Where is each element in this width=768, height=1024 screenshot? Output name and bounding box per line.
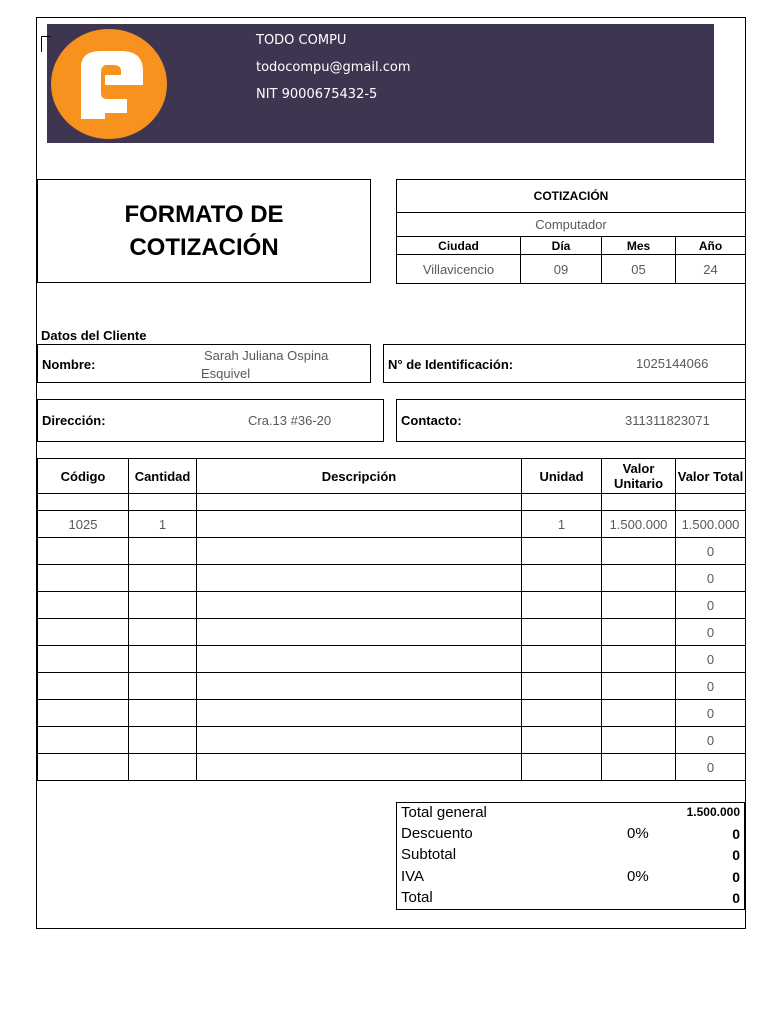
- cell-descripcion: [197, 619, 522, 646]
- cell-codigo: [38, 592, 129, 619]
- items-body: [38, 511, 746, 781]
- total-label: Total: [401, 889, 433, 906]
- cell-cantidad: [129, 700, 197, 727]
- quote-header: COTIZACIÓN: [397, 180, 745, 213]
- totals-box: [396, 802, 745, 910]
- cell-unidad: [522, 592, 602, 619]
- cell-unidad: [522, 673, 602, 700]
- client-address-label: Dirección:: [42, 413, 106, 428]
- total-value: 0: [732, 890, 740, 906]
- page-title-line1: FORMATO DE: [124, 201, 284, 228]
- cell-valor-total: 0: [676, 754, 746, 781]
- cell-cantidad: [129, 619, 197, 646]
- company-email: todocompu@gmail.com: [256, 60, 411, 75]
- cell-codigo: 1025: [38, 511, 129, 538]
- spacer-cell: [38, 494, 129, 511]
- cell-unidad: 1: [522, 511, 602, 538]
- client-contact-label: Contacto:: [401, 413, 462, 428]
- client-name-label: Nombre:: [42, 357, 96, 372]
- cell-unidad: [522, 754, 602, 781]
- client-address-field: [37, 399, 384, 442]
- cell-descripcion: [197, 700, 522, 727]
- year-label: Año: [676, 237, 745, 255]
- cell-unidad: [522, 565, 602, 592]
- cell-valor-unitario: 1.500.000: [602, 511, 676, 538]
- cell-cantidad: [129, 673, 197, 700]
- cell-valor-total: 0: [676, 592, 746, 619]
- cell-valor-total: 1.500.000: [676, 511, 746, 538]
- table-row: [38, 511, 746, 538]
- client-id-value: 1025144066: [636, 356, 709, 371]
- header-descripcion: Descripción: [197, 459, 522, 494]
- cell-descripcion: [197, 565, 522, 592]
- client-name-field: [37, 344, 371, 383]
- client-section-title: Datos del Cliente: [41, 328, 147, 343]
- year-value: 24: [703, 261, 718, 277]
- cell-unidad: [522, 727, 602, 754]
- cell-cantidad: [129, 646, 197, 673]
- logo-letter-icon: [51, 29, 167, 139]
- header-valor-unitario: Valor Unitario: [602, 459, 676, 494]
- iva-percent: 0%: [627, 868, 649, 885]
- cell-unidad: [522, 646, 602, 673]
- cell-codigo: [38, 673, 129, 700]
- table-row: [38, 538, 746, 565]
- client-contact-field: [396, 399, 746, 442]
- cell-valor-total: 0: [676, 673, 746, 700]
- month-value: 05: [602, 255, 676, 283]
- cell-descripcion: [197, 511, 522, 538]
- cell-codigo: [38, 619, 129, 646]
- cell-cantidad: [129, 538, 197, 565]
- table-row: [38, 673, 746, 700]
- company-logo: [51, 29, 167, 139]
- table-row: [38, 754, 746, 781]
- table-row: [38, 619, 746, 646]
- day-value: 09: [521, 255, 602, 283]
- cell-codigo: [38, 727, 129, 754]
- cell-cantidad: [129, 565, 197, 592]
- header-codigo: Código: [38, 459, 129, 494]
- cell-descripcion: [197, 727, 522, 754]
- client-id-field: [383, 344, 746, 383]
- client-name-line1: Sarah Juliana Ospina: [204, 348, 329, 363]
- company-name: TODO COMPU: [256, 33, 347, 48]
- table-row: [38, 592, 746, 619]
- cell-descripcion: [197, 673, 522, 700]
- cell-valor-unitario: [602, 592, 676, 619]
- logo-crop-mark: [41, 36, 51, 52]
- quote-box: [396, 179, 746, 284]
- table-row: [38, 700, 746, 727]
- cell-codigo: [38, 646, 129, 673]
- quote-product: Computador: [397, 213, 745, 237]
- cell-unidad: [522, 700, 602, 727]
- cell-valor-total: 0: [676, 619, 746, 646]
- cell-valor-unitario: [602, 754, 676, 781]
- subtotal-value: 0: [732, 847, 740, 863]
- client-id-label: N° de Identificación:: [388, 357, 514, 372]
- cell-valor-total: 0: [676, 565, 746, 592]
- cell-valor-unitario: [602, 727, 676, 754]
- cell-valor-total: 0: [676, 727, 746, 754]
- spacer-cell: [602, 494, 676, 511]
- day-label: Día: [521, 237, 602, 255]
- cell-valor-total: 0: [676, 538, 746, 565]
- spacer-cell: [197, 494, 522, 511]
- cell-descripcion: [197, 754, 522, 781]
- cell-valor-total: 0: [676, 700, 746, 727]
- total-general-label: Total general: [401, 804, 487, 821]
- discount-value: 0: [732, 826, 740, 842]
- cell-valor-unitario: [602, 673, 676, 700]
- spacer-cell: [676, 494, 746, 511]
- discount-label: Descuento: [401, 825, 473, 842]
- table-row: [38, 565, 746, 592]
- cell-cantidad: [129, 592, 197, 619]
- client-address-value: Cra.13 #36-20: [248, 413, 332, 428]
- cell-valor-unitario: [602, 565, 676, 592]
- items-header-row: [38, 459, 746, 494]
- header-cantidad: Cantidad: [129, 459, 197, 494]
- cell-cantidad: [129, 754, 197, 781]
- cell-valor-unitario: [602, 538, 676, 565]
- company-nit: NIT 9000675432-5: [256, 87, 378, 102]
- table-row: [38, 646, 746, 673]
- cell-descripcion: [197, 592, 522, 619]
- total-general-value: 1.500.000: [686, 805, 740, 819]
- cell-valor-total: 0: [676, 646, 746, 673]
- cell-descripcion: [197, 538, 522, 565]
- page-title-line2: COTIZACIÓN: [129, 234, 279, 261]
- cell-valor-unitario: [602, 646, 676, 673]
- cell-cantidad: [129, 727, 197, 754]
- header-unidad: Unidad: [522, 459, 602, 494]
- spacer-cell: [522, 494, 602, 511]
- city-value: Villavicencio: [397, 255, 521, 283]
- cell-valor-unitario: [602, 619, 676, 646]
- header-valor-total: Valor Total: [676, 459, 746, 494]
- items-spacer-row: [38, 494, 746, 511]
- month-label: Mes: [602, 237, 676, 255]
- client-name-line2: Esquivel: [201, 366, 251, 381]
- cell-codigo: [38, 565, 129, 592]
- cell-descripcion: [197, 646, 522, 673]
- cell-codigo: [38, 538, 129, 565]
- client-contact-value: 311311823071: [625, 413, 710, 428]
- cell-valor-unitario: [602, 700, 676, 727]
- cell-unidad: [522, 619, 602, 646]
- subtotal-label: Subtotal: [401, 846, 457, 863]
- cell-codigo: [38, 754, 129, 781]
- iva-label: IVA: [401, 868, 425, 885]
- discount-percent: 0%: [627, 825, 649, 842]
- cell-unidad: [522, 538, 602, 565]
- title-box: [37, 179, 371, 283]
- city-label: Ciudad: [397, 237, 521, 255]
- cell-cantidad: 1: [129, 511, 197, 538]
- table-row: [38, 727, 746, 754]
- iva-value: 0: [732, 869, 740, 885]
- items-table: [37, 458, 746, 781]
- cell-codigo: [38, 700, 129, 727]
- spacer-cell: [129, 494, 197, 511]
